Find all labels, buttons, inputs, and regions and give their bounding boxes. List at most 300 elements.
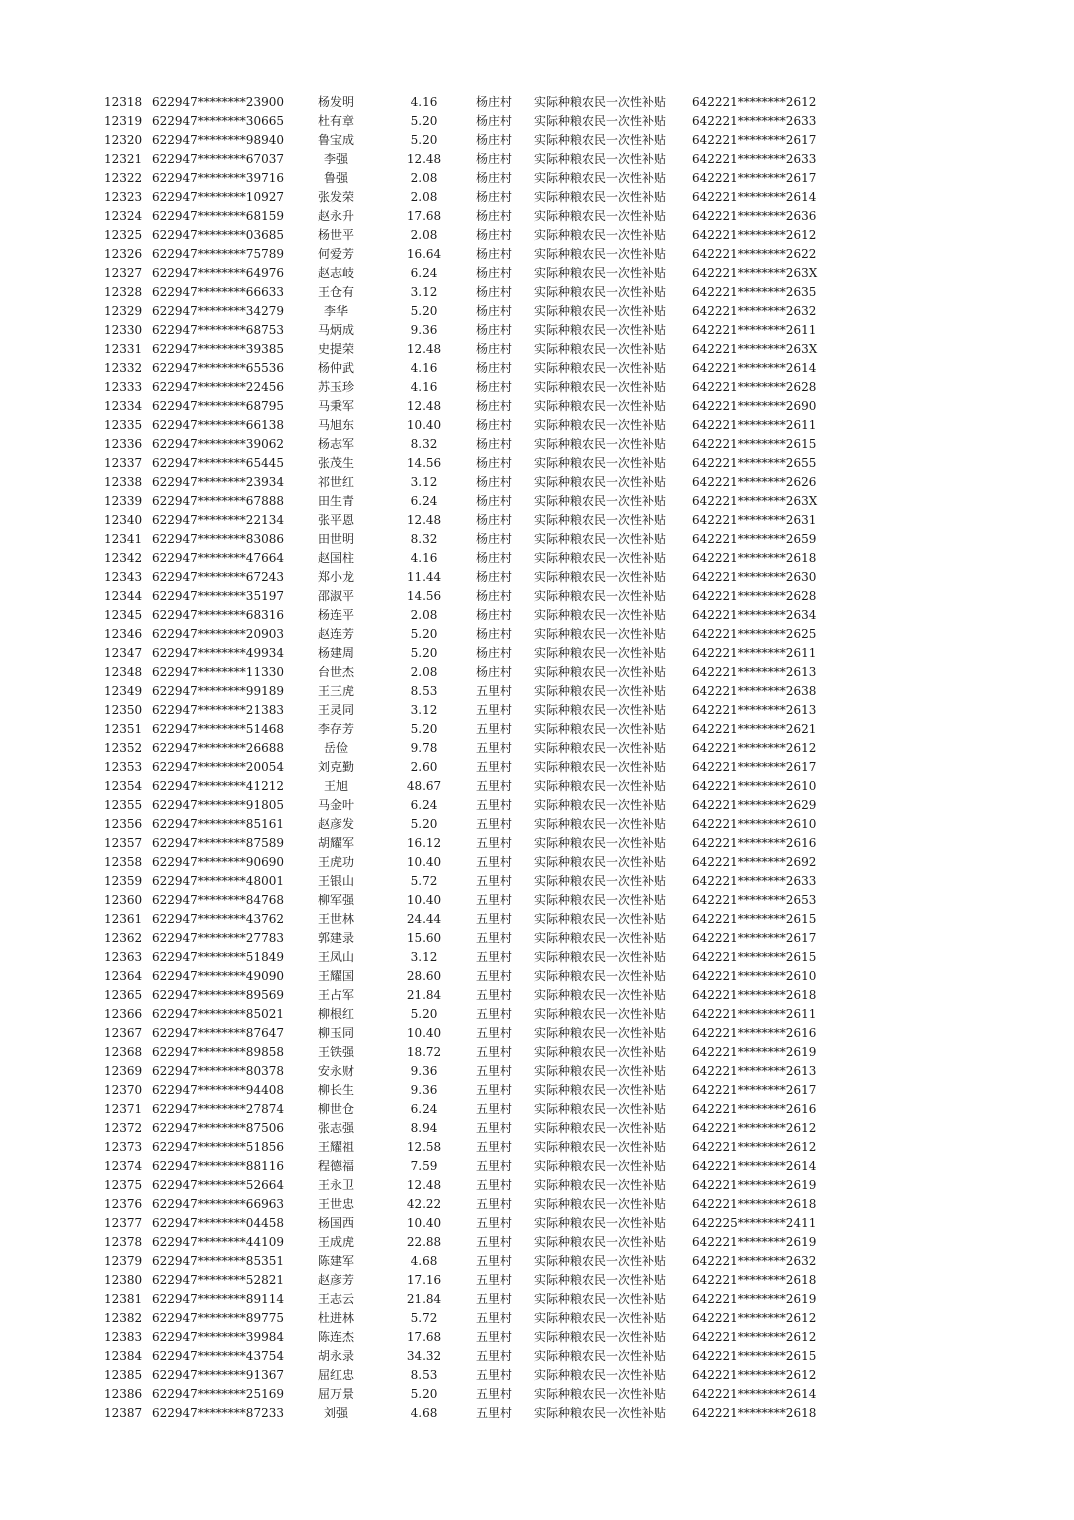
subsidy-amount: 34.32	[406, 1349, 442, 1363]
row-number: 12385	[104, 1368, 143, 1382]
village-name: 五里村	[476, 1368, 513, 1382]
table-row	[0, 93, 1074, 112]
recipient-name: 鲁宝成	[317, 133, 354, 147]
subsidy-amount: 17.16	[406, 1273, 442, 1287]
id-card-number: 642221********2631	[692, 513, 817, 527]
subsidy-amount: 3.12	[410, 285, 438, 299]
row-number: 12320	[104, 133, 143, 147]
row-number: 12328	[104, 285, 143, 299]
table-row	[0, 834, 1074, 853]
row-number: 12352	[104, 741, 143, 755]
village-name: 五里村	[476, 1007, 513, 1021]
bank-card-number: 622947********25169	[152, 1387, 284, 1401]
id-card-number: 642225********2411	[692, 1216, 817, 1230]
table-row	[0, 663, 1074, 682]
id-card-number: 642221********2690	[692, 399, 817, 413]
table-row	[0, 644, 1074, 663]
village-name: 五里村	[476, 798, 513, 812]
subsidy-amount: 4.68	[410, 1406, 438, 1420]
row-number: 12329	[104, 304, 143, 318]
subsidy-amount: 5.20	[410, 1387, 438, 1401]
bank-card-number: 622947********87506	[152, 1121, 284, 1135]
subsidy-amount: 21.84	[406, 1292, 442, 1306]
village-name: 五里村	[476, 1102, 513, 1116]
id-card-number: 642221********2630	[692, 570, 817, 584]
village-name: 五里村	[476, 988, 513, 1002]
recipient-name: 王旭	[323, 779, 348, 793]
recipient-name: 王志云	[317, 1292, 354, 1306]
subsidy-amount: 15.60	[406, 931, 442, 945]
recipient-name: 王三虎	[317, 684, 354, 698]
row-number: 12333	[104, 380, 143, 394]
row-number: 12338	[104, 475, 143, 489]
subsidy-type: 实际种粮农民一次性补贴	[534, 266, 667, 280]
recipient-name: 郑小龙	[317, 570, 354, 584]
row-number: 12335	[104, 418, 143, 432]
recipient-name: 杨国西	[317, 1216, 354, 1230]
id-card-number: 642221********2614	[692, 1159, 817, 1173]
id-card-number: 642221********2612	[692, 741, 817, 755]
table-row	[0, 150, 1074, 169]
recipient-name: 柳根红	[317, 1007, 354, 1021]
row-number: 12337	[104, 456, 143, 470]
row-number: 12340	[104, 513, 143, 527]
table-row	[0, 1138, 1074, 1157]
subsidy-type: 实际种粮农民一次性补贴	[534, 1083, 667, 1097]
subsidy-type: 实际种粮农民一次性补贴	[534, 551, 667, 565]
id-card-number: 642221********263X	[692, 494, 818, 508]
row-number: 12374	[104, 1159, 143, 1173]
table-row	[0, 967, 1074, 986]
subsidy-amount: 2.08	[410, 608, 438, 622]
subsidy-amount: 9.36	[410, 1083, 438, 1097]
table-row	[0, 340, 1074, 359]
bank-card-number: 622947********84768	[152, 893, 284, 907]
subsidy-amount: 5.20	[410, 646, 438, 660]
table-row	[0, 321, 1074, 340]
recipient-name: 张平恩	[317, 513, 354, 527]
subsidy-type: 实际种粮农民一次性补贴	[534, 1121, 667, 1135]
row-number: 12348	[104, 665, 143, 679]
recipient-name: 杜有章	[317, 114, 354, 128]
table-row	[0, 131, 1074, 150]
subsidy-type: 实际种粮农民一次性补贴	[534, 228, 667, 242]
recipient-name: 柳世仓	[317, 1102, 354, 1116]
subsidy-amount: 48.67	[406, 779, 442, 793]
table-row	[0, 606, 1074, 625]
recipient-name: 杨世平	[317, 228, 354, 242]
subsidy-amount: 10.40	[406, 855, 442, 869]
recipient-name: 杨发明	[317, 95, 354, 109]
subsidy-type: 实际种粮农民一次性补贴	[534, 418, 667, 432]
row-number: 12368	[104, 1045, 143, 1059]
subsidy-type: 实际种粮农民一次性补贴	[534, 589, 667, 603]
subsidy-type: 实际种粮农民一次性补贴	[534, 722, 667, 736]
bank-card-number: 622947********85351	[152, 1254, 284, 1268]
table-row	[0, 1233, 1074, 1252]
table-row	[0, 207, 1074, 226]
id-card-number: 642221********2617	[692, 171, 817, 185]
subsidy-type: 实际种粮农民一次性补贴	[534, 171, 667, 185]
table-row	[0, 1252, 1074, 1271]
subsidy-amount: 2.08	[410, 190, 438, 204]
subsidy-list-table	[0, 93, 1074, 1423]
row-number: 12364	[104, 969, 143, 983]
table-row	[0, 682, 1074, 701]
bank-card-number: 622947********65536	[152, 361, 284, 375]
village-name: 杨庄村	[476, 209, 513, 223]
subsidy-type: 实际种粮农民一次性补贴	[534, 760, 667, 774]
village-name: 杨庄村	[476, 266, 513, 280]
subsidy-type: 实际种粮农民一次性补贴	[534, 570, 667, 584]
subsidy-type: 实际种粮农民一次性补贴	[534, 912, 667, 926]
id-card-number: 642221********2619	[692, 1292, 817, 1306]
village-name: 杨庄村	[476, 152, 513, 166]
row-number: 12344	[104, 589, 143, 603]
bank-card-number: 622947********03685	[152, 228, 284, 242]
subsidy-type: 实际种粮农民一次性补贴	[534, 855, 667, 869]
recipient-name: 王凤山	[317, 950, 354, 964]
recipient-name: 鲁强	[323, 171, 348, 185]
bank-card-number: 622947********47664	[152, 551, 284, 565]
subsidy-amount: 3.12	[410, 475, 438, 489]
recipient-name: 祁世红	[317, 475, 354, 489]
subsidy-amount: 9.36	[410, 323, 438, 337]
village-name: 五里村	[476, 1349, 513, 1363]
id-card-number: 642221********2621	[692, 722, 817, 736]
bank-card-number: 622947********68159	[152, 209, 284, 223]
id-card-number: 642221********2610	[692, 817, 817, 831]
table-row	[0, 492, 1074, 511]
recipient-name: 张茂生	[317, 456, 354, 470]
table-row	[0, 226, 1074, 245]
subsidy-amount: 14.56	[406, 589, 442, 603]
table-row	[0, 701, 1074, 720]
bank-card-number: 622947********98940	[152, 133, 284, 147]
subsidy-amount: 5.72	[410, 874, 438, 888]
subsidy-type: 实际种粮农民一次性补贴	[534, 874, 667, 888]
recipient-name: 屈万景	[317, 1387, 354, 1401]
subsidy-type: 实际种粮农民一次性补贴	[534, 1330, 667, 1344]
recipient-name: 胡耀军	[317, 836, 354, 850]
table-row	[0, 454, 1074, 473]
subsidy-amount: 24.44	[406, 912, 442, 926]
village-name: 五里村	[476, 1406, 513, 1420]
subsidy-amount: 21.84	[406, 988, 442, 1002]
id-card-number: 642221********2614	[692, 361, 817, 375]
recipient-name: 柳长生	[317, 1083, 354, 1097]
id-card-number: 642221********2613	[692, 703, 817, 717]
table-row	[0, 1195, 1074, 1214]
village-name: 杨庄村	[476, 133, 513, 147]
recipient-name: 王永卫	[317, 1178, 354, 1192]
id-card-number: 642221********2619	[692, 1045, 817, 1059]
id-card-number: 642221********263X	[692, 266, 818, 280]
id-card-number: 642221********263X	[692, 342, 818, 356]
bank-card-number: 622947********39062	[152, 437, 284, 451]
row-number: 12369	[104, 1064, 143, 1078]
village-name: 杨庄村	[476, 570, 513, 584]
subsidy-type: 实际种粮农民一次性补贴	[534, 380, 667, 394]
table-row	[0, 112, 1074, 131]
bank-card-number: 622947********35197	[152, 589, 284, 603]
subsidy-amount: 2.60	[410, 760, 438, 774]
bank-card-number: 622947********89858	[152, 1045, 284, 1059]
table-row	[0, 1100, 1074, 1119]
recipient-name: 王仓有	[317, 285, 354, 299]
subsidy-amount: 6.24	[410, 1102, 438, 1116]
subsidy-type: 实际种粮农民一次性补贴	[534, 456, 667, 470]
subsidy-type: 实际种粮农民一次性补贴	[534, 1159, 667, 1173]
subsidy-amount: 5.20	[410, 627, 438, 641]
row-number: 12353	[104, 760, 143, 774]
village-name: 五里村	[476, 855, 513, 869]
id-card-number: 642221********2612	[692, 1368, 817, 1382]
subsidy-type: 实际种粮农民一次性补贴	[534, 798, 667, 812]
subsidy-type: 实际种粮农民一次性补贴	[534, 950, 667, 964]
table-row	[0, 625, 1074, 644]
bank-card-number: 622947********89114	[152, 1292, 284, 1306]
bank-card-number: 622947********68795	[152, 399, 284, 413]
subsidy-type: 实际种粮农民一次性补贴	[534, 361, 667, 375]
table-row	[0, 1157, 1074, 1176]
recipient-name: 赵彦芳	[317, 1273, 354, 1287]
subsidy-type: 实际种粮农民一次性补贴	[534, 475, 667, 489]
bank-card-number: 622947********11330	[152, 665, 284, 679]
subsidy-type: 实际种粮农民一次性补贴	[534, 494, 667, 508]
table-row	[0, 1062, 1074, 1081]
id-card-number: 642221********2610	[692, 969, 817, 983]
id-card-number: 642221********2617	[692, 1083, 817, 1097]
id-card-number: 642221********2617	[692, 760, 817, 774]
row-number: 12378	[104, 1235, 143, 1249]
village-name: 五里村	[476, 1121, 513, 1135]
row-number: 12339	[104, 494, 143, 508]
village-name: 杨庄村	[476, 456, 513, 470]
table-row	[0, 530, 1074, 549]
recipient-name: 郭建录	[317, 931, 354, 945]
table-row	[0, 568, 1074, 587]
id-card-number: 642221********2633	[692, 874, 817, 888]
table-row	[0, 416, 1074, 435]
bank-card-number: 622947********75789	[152, 247, 284, 261]
village-name: 杨庄村	[476, 171, 513, 185]
bank-card-number: 622947********87589	[152, 836, 284, 850]
row-number: 12342	[104, 551, 143, 565]
id-card-number: 642221********2616	[692, 1026, 817, 1040]
bank-card-number: 622947********68753	[152, 323, 284, 337]
recipient-name: 马旭东	[317, 418, 354, 432]
subsidy-amount: 5.20	[410, 114, 438, 128]
row-number: 12343	[104, 570, 143, 584]
table-row	[0, 891, 1074, 910]
row-number: 12327	[104, 266, 143, 280]
row-number: 12362	[104, 931, 143, 945]
table-row	[0, 1347, 1074, 1366]
row-number: 12373	[104, 1140, 143, 1154]
recipient-name: 王耀国	[317, 969, 354, 983]
table-row	[0, 1024, 1074, 1043]
bank-card-number: 622947********34279	[152, 304, 284, 318]
id-card-number: 642221********2629	[692, 798, 817, 812]
bank-card-number: 622947********41212	[152, 779, 284, 793]
row-number: 12379	[104, 1254, 143, 1268]
village-name: 五里村	[476, 1026, 513, 1040]
subsidy-type: 实际种粮农民一次性补贴	[534, 247, 667, 261]
id-card-number: 642221********2615	[692, 1349, 817, 1363]
bank-card-number: 622947********51468	[152, 722, 284, 736]
village-name: 杨庄村	[476, 114, 513, 128]
bank-card-number: 622947********67243	[152, 570, 284, 584]
recipient-name: 刘强	[323, 1406, 348, 1420]
id-card-number: 642221********2615	[692, 437, 817, 451]
village-name: 杨庄村	[476, 285, 513, 299]
row-number: 12318	[104, 95, 143, 109]
subsidy-type: 实际种粮农民一次性补贴	[534, 95, 667, 109]
bank-card-number: 622947********68316	[152, 608, 284, 622]
recipient-name: 杨志军	[317, 437, 354, 451]
subsidy-type: 实际种粮农民一次性补贴	[534, 627, 667, 641]
subsidy-type: 实际种粮农民一次性补贴	[534, 779, 667, 793]
bank-card-number: 622947********90690	[152, 855, 284, 869]
table-row	[0, 1119, 1074, 1138]
subsidy-type: 实际种粮农民一次性补贴	[534, 684, 667, 698]
table-row	[0, 1328, 1074, 1347]
row-number: 12356	[104, 817, 143, 831]
bank-card-number: 622947********66138	[152, 418, 284, 432]
subsidy-type: 实际种粮农民一次性补贴	[534, 1064, 667, 1078]
village-name: 杨庄村	[476, 361, 513, 375]
id-card-number: 642221********2617	[692, 133, 817, 147]
subsidy-amount: 5.20	[410, 817, 438, 831]
village-name: 五里村	[476, 1197, 513, 1211]
recipient-name: 陈建军	[317, 1254, 354, 1268]
id-card-number: 642221********2633	[692, 114, 817, 128]
row-number: 12322	[104, 171, 143, 185]
row-number: 12377	[104, 1216, 143, 1230]
subsidy-amount: 14.56	[406, 456, 442, 470]
recipient-name: 李强	[323, 152, 348, 166]
subsidy-type: 实际种粮农民一次性补贴	[534, 152, 667, 166]
id-card-number: 642221********2633	[692, 152, 817, 166]
village-name: 五里村	[476, 1045, 513, 1059]
subsidy-type: 实际种粮农民一次性补贴	[534, 342, 667, 356]
village-name: 五里村	[476, 1273, 513, 1287]
recipient-name: 杨建周	[317, 646, 354, 660]
recipient-name: 李华	[323, 304, 348, 318]
row-number: 12371	[104, 1102, 143, 1116]
table-row	[0, 929, 1074, 948]
village-name: 五里村	[476, 912, 513, 926]
subsidy-type: 实际种粮农民一次性补贴	[534, 323, 667, 337]
recipient-name: 王铁强	[317, 1045, 354, 1059]
id-card-number: 642221********2638	[692, 684, 817, 698]
subsidy-amount: 3.12	[410, 950, 438, 964]
village-name: 杨庄村	[476, 532, 513, 546]
id-card-number: 642221********2612	[692, 228, 817, 242]
table-row	[0, 948, 1074, 967]
id-card-number: 642221********2612	[692, 1121, 817, 1135]
subsidy-type: 实际种粮农民一次性补贴	[534, 1349, 667, 1363]
row-number: 12341	[104, 532, 143, 546]
recipient-name: 史提荣	[317, 342, 354, 356]
table-row	[0, 777, 1074, 796]
row-number: 12360	[104, 893, 143, 907]
bank-card-number: 622947********43762	[152, 912, 284, 926]
id-card-number: 642221********2619	[692, 1235, 817, 1249]
bank-card-number: 622947********91367	[152, 1368, 284, 1382]
row-number: 12332	[104, 361, 143, 375]
recipient-name: 杜进林	[317, 1311, 354, 1325]
subsidy-type: 实际种粮农民一次性补贴	[534, 988, 667, 1002]
village-name: 杨庄村	[476, 304, 513, 318]
subsidy-amount: 6.24	[410, 266, 438, 280]
subsidy-amount: 12.48	[406, 152, 442, 166]
id-card-number: 642221********2611	[692, 323, 817, 337]
subsidy-type: 实际种粮农民一次性补贴	[534, 190, 667, 204]
id-card-number: 642221********2611	[692, 646, 817, 660]
bank-card-number: 622947********83086	[152, 532, 284, 546]
subsidy-amount: 10.40	[406, 418, 442, 432]
village-name: 五里村	[476, 1083, 513, 1097]
row-number: 12349	[104, 684, 143, 698]
recipient-name: 田生青	[317, 494, 354, 508]
row-number: 12384	[104, 1349, 143, 1363]
bank-card-number: 622947********87647	[152, 1026, 284, 1040]
id-card-number: 642221********2632	[692, 304, 817, 318]
id-card-number: 642221********2616	[692, 836, 817, 850]
recipient-name: 赵国柱	[317, 551, 354, 565]
row-number: 12351	[104, 722, 143, 736]
subsidy-type: 实际种粮农民一次性补贴	[534, 1026, 667, 1040]
bank-card-number: 622947********51856	[152, 1140, 284, 1154]
recipient-name: 马炳成	[317, 323, 354, 337]
table-row	[0, 1176, 1074, 1195]
row-number: 12372	[104, 1121, 143, 1135]
id-card-number: 642221********2614	[692, 1387, 817, 1401]
row-number: 12375	[104, 1178, 143, 1192]
row-number: 12331	[104, 342, 143, 356]
subsidy-amount: 4.16	[410, 551, 438, 565]
recipient-name: 柳玉同	[317, 1026, 354, 1040]
table-row	[0, 1005, 1074, 1024]
village-name: 杨庄村	[476, 494, 513, 508]
id-card-number: 642221********2611	[692, 1007, 817, 1021]
subsidy-type: 实际种粮农民一次性补贴	[534, 741, 667, 755]
bank-card-number: 622947********10927	[152, 190, 284, 204]
village-name: 五里村	[476, 1064, 513, 1078]
table-row	[0, 986, 1074, 1005]
bank-card-number: 622947********48001	[152, 874, 284, 888]
table-row	[0, 188, 1074, 207]
recipient-name: 王灵同	[317, 703, 354, 717]
recipient-name: 程德福	[317, 1159, 354, 1173]
row-number: 12370	[104, 1083, 143, 1097]
subsidy-type: 实际种粮农民一次性补贴	[534, 399, 667, 413]
table-row	[0, 720, 1074, 739]
village-name: 五里村	[476, 1330, 513, 1344]
recipient-name: 马秉军	[317, 399, 354, 413]
subsidy-amount: 16.64	[406, 247, 442, 261]
bank-card-number: 622947********67888	[152, 494, 284, 508]
row-number: 12325	[104, 228, 143, 242]
subsidy-type: 实际种粮农民一次性补贴	[534, 513, 667, 527]
village-name: 杨庄村	[476, 228, 513, 242]
table-row	[0, 169, 1074, 188]
village-name: 五里村	[476, 684, 513, 698]
table-row	[0, 872, 1074, 891]
subsidy-amount: 2.08	[410, 171, 438, 185]
